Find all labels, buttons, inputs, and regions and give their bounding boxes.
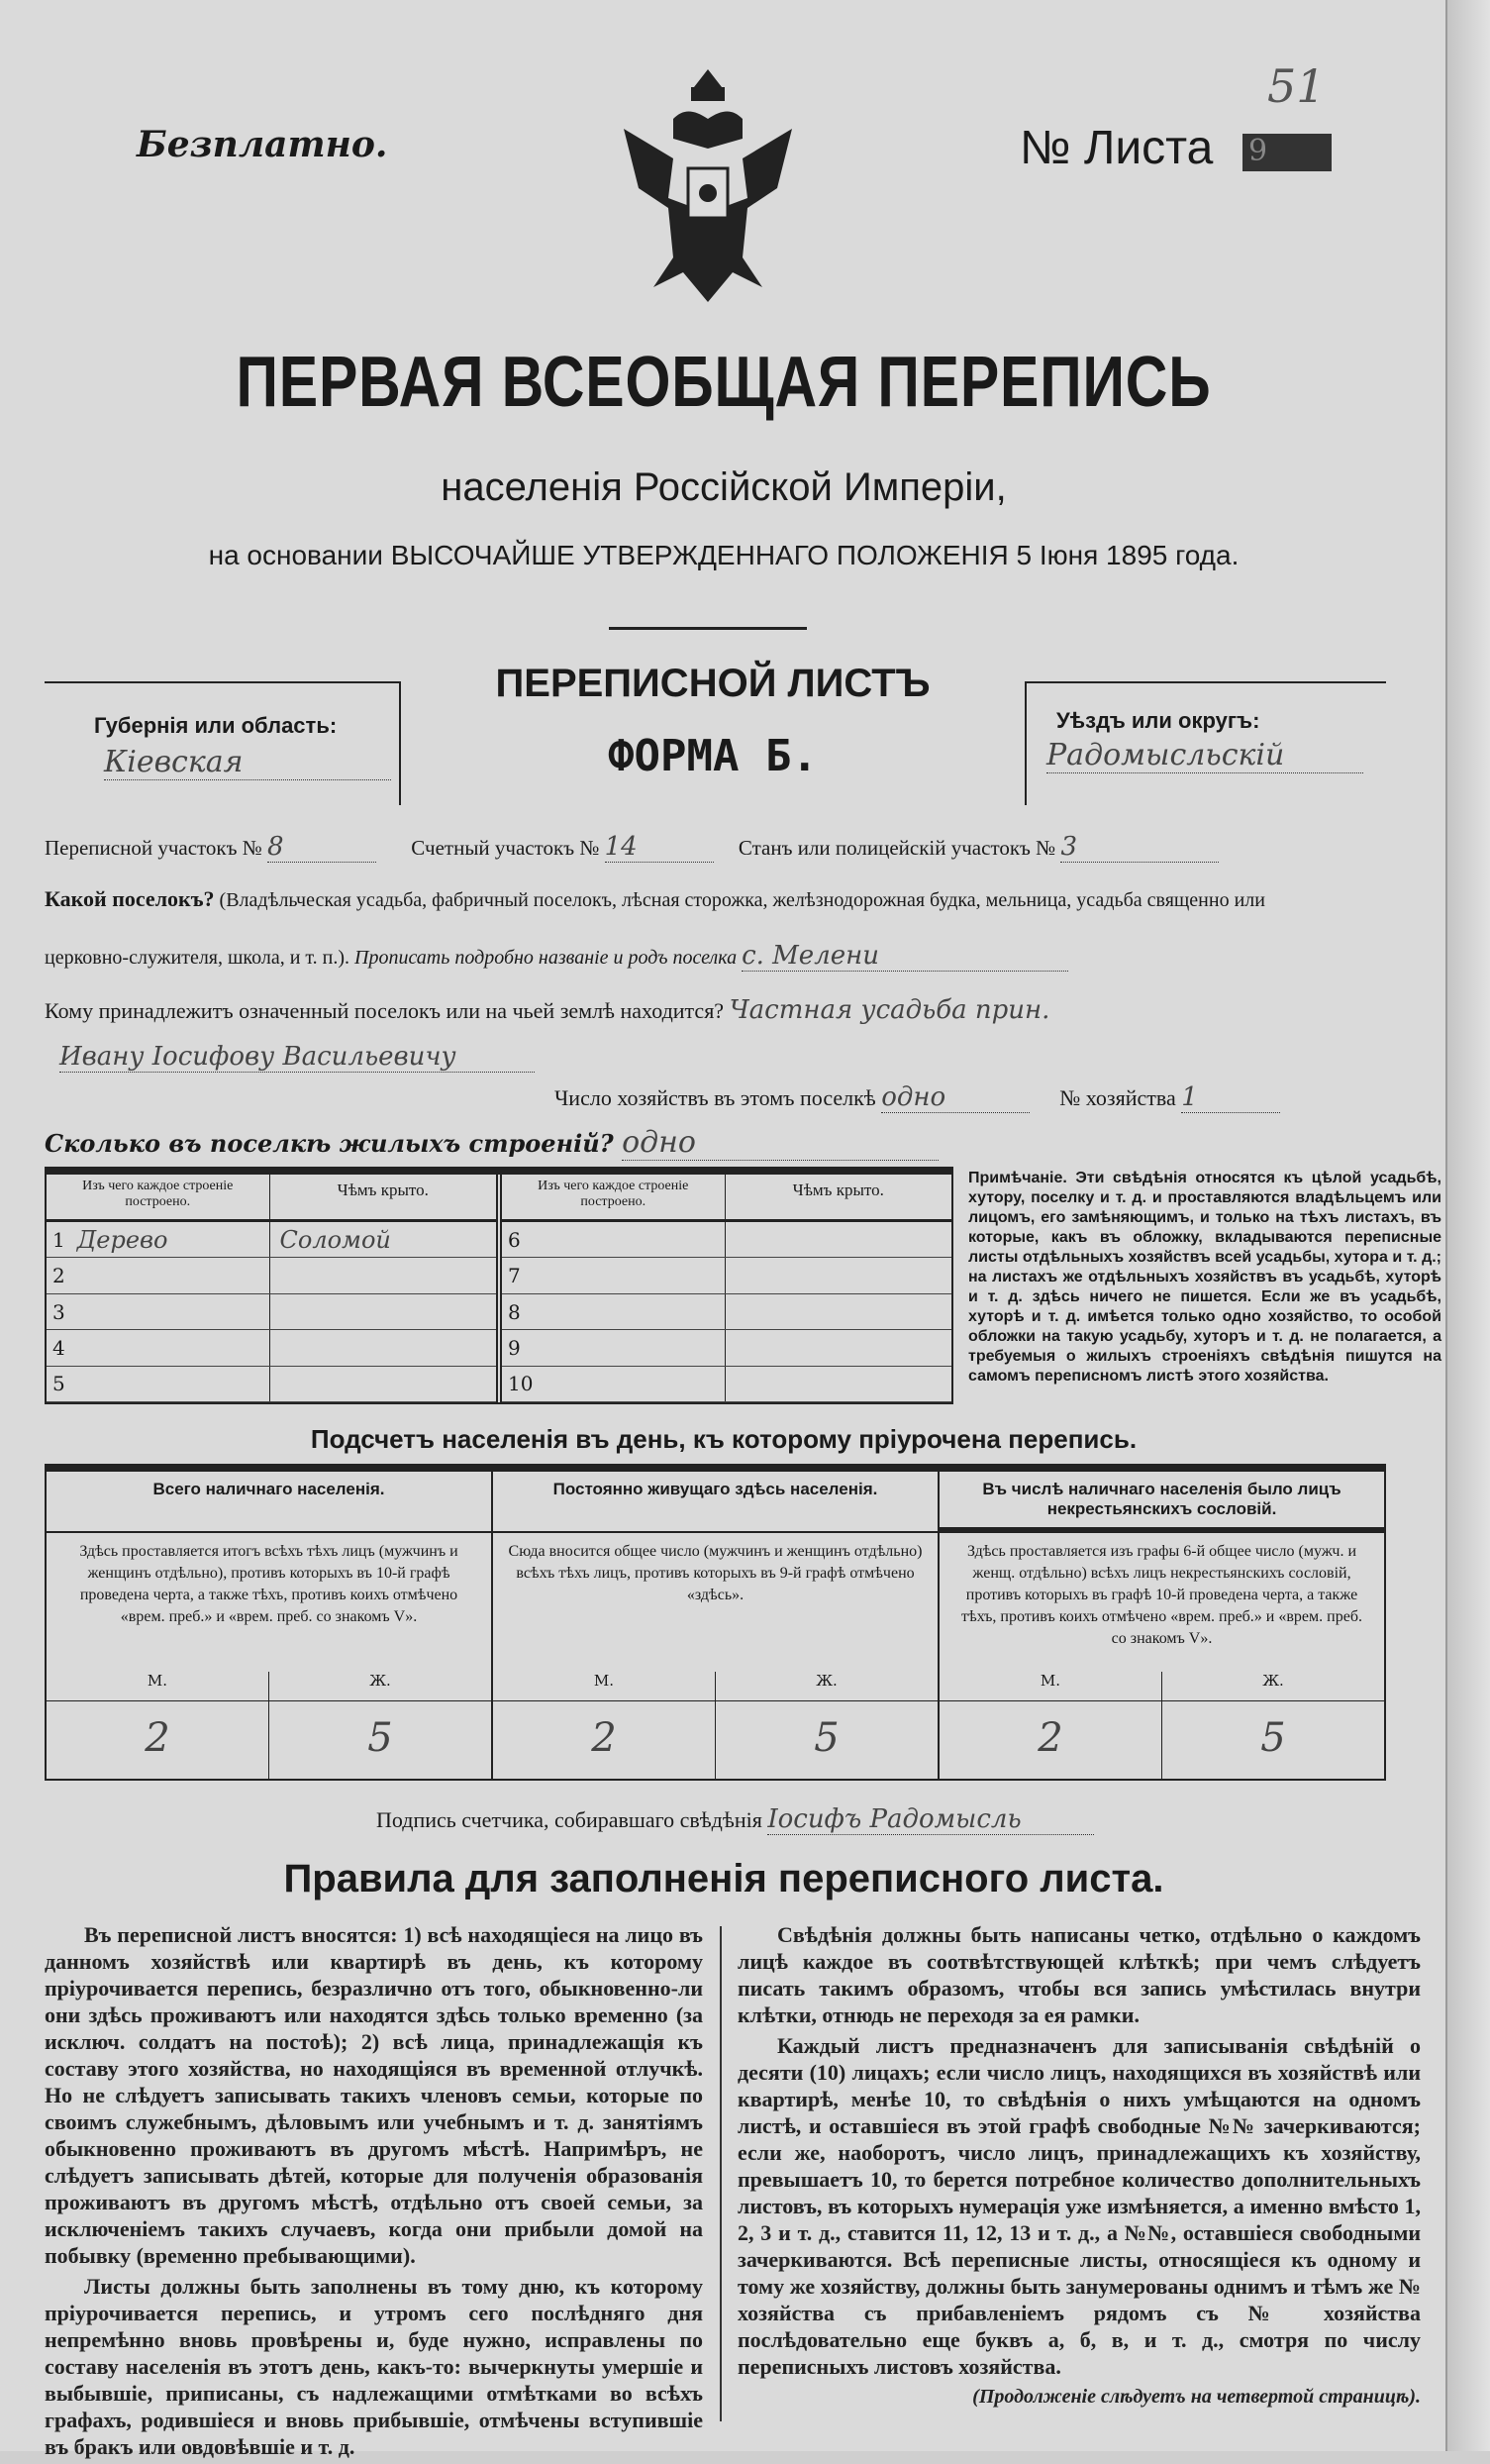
- roof-cell[interactable]: Соломой: [279, 1225, 391, 1254]
- roof-header: Чѣмъ крыто.: [337, 1181, 429, 1199]
- buildings-row: [502, 1222, 951, 1258]
- population-col-title: Всего наличнаго населенія.: [47, 1472, 491, 1533]
- signature-row: [376, 1804, 1094, 1835]
- sheet-number-value: 9: [1242, 134, 1332, 171]
- population-col-desc: Здѣсь проставляется итогъ всѣхъ тѣхъ лицъ (мужчинъ и женщинъ отдѣльно), противъ которыхъ въ 10-й графѣ проведена черта, а также тѣхъ, противъ коихъ отмѣчено «врем. преб.» и «врем. преб. со знакомъ V».: [79, 1543, 458, 1625]
- buildings-row: [45, 1125, 939, 1161]
- buildings-label: Сколько въ поселкѣ жилыхъ строеній?: [45, 1129, 614, 1158]
- buildings-header: [47, 1175, 496, 1222]
- signature-field[interactable]: Iосифъ Радомысль: [767, 1804, 1094, 1835]
- male-count[interactable]: 2: [940, 1701, 1162, 1779]
- material-header: Изъ чего каждое строеніе построено.: [502, 1175, 726, 1219]
- row-number: 9: [508, 1335, 521, 1360]
- population-table: [45, 1464, 1386, 1781]
- row-number: 2: [52, 1264, 65, 1288]
- population-column: [47, 1472, 491, 1779]
- divider: [609, 627, 807, 630]
- female-header: Ж.: [1262, 1672, 1284, 1690]
- buildings-row: [502, 1294, 951, 1330]
- legal-basis: на основании ВЫСОЧАЙШЕ УТВЕРЖДЕННАГО ПОЛОЖЕНІЯ 5 Іюня 1895 года.: [208, 540, 1240, 570]
- buildings-row: [502, 1330, 951, 1366]
- settlement-label: Какой поселокъ?: [45, 886, 215, 911]
- rules-paragraph: Свѣдѣнія должны быть написаны четко, отдѣльно о каждомъ лицѣ каждое въ соотвѣтствующей клѣткѣ; при чемъ слѣдуетъ писать такимъ образомъ, чтобы вся запись умѣстилась внутри клѣтки, отнюдь не переходя за ея рамки.: [738, 1922, 1421, 2027]
- owner-label: Кому принадлежитъ означенный поселокъ или на чьей землѣ находится?: [45, 998, 725, 1023]
- female-count[interactable]: 5: [814, 1715, 840, 1761]
- stan-label: Станъ или полицейскій участокъ №: [738, 836, 1056, 860]
- sex-header: [493, 1672, 938, 1701]
- male-count[interactable]: 2: [47, 1701, 269, 1779]
- settlement-field[interactable]: с. Мелени: [742, 941, 1068, 972]
- stan-field[interactable]: 3: [1060, 832, 1219, 863]
- male-header: М.: [940, 1672, 1162, 1700]
- imperial-eagle-emblem: [604, 59, 812, 317]
- row-number: 5: [52, 1372, 65, 1396]
- count-row: [940, 1701, 1384, 1779]
- female-header: Ж.: [816, 1672, 838, 1690]
- settlement-row: [45, 886, 1265, 912]
- count-district-field[interactable]: 14: [605, 832, 714, 863]
- buildings-row: [47, 1222, 496, 1258]
- settlement-row-2: [45, 941, 1068, 972]
- count-row: [47, 1701, 491, 1779]
- buildings-table-half: [496, 1175, 951, 1402]
- households-label: Число хозяйствъ въ этомъ поселкѣ: [554, 1085, 876, 1110]
- gubernia-label: Губернія или область:: [94, 713, 338, 738]
- buildings-row: [47, 1258, 496, 1293]
- row-number: 6: [508, 1227, 521, 1252]
- continued-note: (Продолженіе слѣдуетъ на четвертой страницѣ).: [972, 2386, 1421, 2408]
- gubernia-field[interactable]: Кіевская: [104, 745, 391, 780]
- owner-field-2[interactable]: Ивану Iосифову Васильевичу: [59, 1042, 535, 1073]
- page-edge: [1447, 0, 1490, 2451]
- male-header: М.: [47, 1672, 269, 1700]
- buildings-row: [502, 1258, 951, 1293]
- row-number: 8: [508, 1299, 521, 1324]
- rules-paragraph: Листы должны быть заполнены въ тому дню, къ которому пріурочивается перепись, и утромъ сего послѣдняго дня непремѣнно вновь провѣрены и, буде нужно, исправлены по составу населенія въ этотъ день, какъ-то: вычеркнуты умершіе и выбывшіе, приписаны, съ надлежащими отмѣтками во всѣхъ графахъ, родившіеся и вновь прибывшіе, отмѣчены вступившіе въ бракъ или овдовѣвшіе и т. д.: [45, 2274, 703, 2459]
- uezd-label: Уѣздъ или округъ:: [1056, 708, 1260, 733]
- household-no-field[interactable]: 1: [1181, 1082, 1280, 1113]
- female-count[interactable]: 5: [1260, 1715, 1286, 1761]
- population-heading: Подсчетъ населенія въ день, къ которому пріурочена перепись.: [310, 1424, 1138, 1454]
- uezd-box: [1025, 681, 1386, 805]
- owner-row: [45, 995, 1049, 1025]
- note-text: Примѣчаніе. Эти свѣдѣнія относятся къ цѣлой усадьбѣ, хутору, поселку и т. д. и проставляются владѣльцемъ или лицомъ, его замѣняющимъ, и только на тѣхъ листахъ, въ которые, какъ въ обложку, вкладываются переписные листы отдѣльныхъ хозяйствъ всей усадьбы, хутора и т. д.; на листахъ же отдѣльныхъ хозяйствъ въ усадьбѣ, хуторѣ и т. д. здѣсь ничего не пишется. Если же въ усадьбѣ, хуторѣ и т. д. имѣется только одно хозяйство, то особой обложки на такую усадьбу, хуторъ и т. д. не полагается, а требуемыя о жилыхъ строеніяхъ свѣдѣнія пишутся на самомъ переписномъ листѣ этого хозяйства.: [968, 1170, 1441, 1385]
- sex-header: [47, 1672, 491, 1701]
- settlement-hint: (Владѣльческая усадьба, фабричный поселокъ, лѣсная сторожка, желѣзнодорожная будка, мельница, усадьба священно или: [219, 889, 1265, 911]
- owner-field[interactable]: Частная усадьба прин.: [729, 995, 1050, 1025]
- free-label: Безплатно.: [137, 124, 388, 165]
- male-count[interactable]: 2: [493, 1701, 716, 1779]
- row-number: 10: [508, 1372, 534, 1396]
- material-cell[interactable]: Дерево: [76, 1225, 168, 1254]
- form-type: ФОРМА Б.: [608, 731, 818, 781]
- census-district-label: Переписной участокъ №: [45, 836, 262, 860]
- districts-row: [45, 832, 1431, 863]
- form-title: ПЕРЕПИСНОЙ ЛИСТЪ: [495, 662, 931, 705]
- male-header: М.: [493, 1672, 716, 1700]
- population-column: [491, 1472, 938, 1779]
- rules-paragraph: Въ переписной листъ вносятся: 1) всѣ находящіеся на лицо въ данномъ хозяйствѣ или квартирѣ въ день, къ которому пріурочивается перепись, безразлично отъ того, обыкновенно-ли они здѣсь проживаютъ или находятся здѣсь только временно (за исключ. солдатъ на постоѣ); 2) всѣ лица, принадлежащія къ составу этого хозяйства, но находящіяся въ временной отлучкѣ. Но не слѣдуетъ записывать такихъ членовъ семьи, которые по своимъ служебнымъ, дѣловымъ или учебнымъ и т. д. занятіямъ обыкновенно проживаютъ въ другомъ мѣстѣ. Напримѣръ, не слѣдуетъ записывать дѣтей, которые для полученія образованія проживаютъ въ другомъ мѣстѣ, отдѣльно отъ своей семьи, за исключеніемъ такихъ случаевъ, когда они прибыли домой на побывку (временно пребывающими).: [45, 1922, 703, 2268]
- buildings-row: [47, 1330, 496, 1366]
- settlement-instruction: Прописать подробно названіе и родъ поселка: [354, 947, 738, 969]
- households-field[interactable]: одно: [881, 1082, 1030, 1113]
- sex-header: [940, 1672, 1384, 1701]
- buildings-row: [47, 1294, 496, 1330]
- signature-label: Подпись счетчика, собиравшаго свѣдѣнія: [376, 1807, 762, 1832]
- corner-number: 51: [1267, 59, 1326, 113]
- population-col-title: Въ числѣ наличнаго населенія было лицъ некрестьянскихъ сословій.: [940, 1472, 1384, 1533]
- roof-header: Чѣмъ крыто.: [792, 1181, 884, 1199]
- gubernia-box: [45, 681, 401, 805]
- buildings-header: [502, 1175, 951, 1222]
- population-col-title: Постоянно живущаго здѣсь населенія.: [493, 1472, 938, 1533]
- population-col-desc: Сюда вносится общее число (мужчинъ и женщинъ отдѣльно) всѣхъ тѣхъ лицъ, противъ которыхъ въ 9-й графѣ отмѣчено «здѣсь».: [508, 1543, 923, 1603]
- main-title: ПЕРВАЯ ВСЕОБЩАЯ ПЕРЕПИСЬ: [236, 343, 1212, 422]
- households-row: [554, 1082, 1280, 1113]
- row-number: 1: [52, 1227, 65, 1252]
- buildings-table-half: [47, 1175, 496, 1402]
- row-number: 3: [52, 1299, 65, 1324]
- count-district-label: Счетный участокъ №: [411, 836, 600, 860]
- uezd-field[interactable]: Радомысльскій: [1046, 738, 1363, 773]
- settlement-hint-2: церковно-служителя, школа, и т. п.).: [45, 947, 349, 969]
- sheet-number-label: № Листа: [1020, 122, 1214, 174]
- material-header: Изъ чего каждое строеніе построено.: [47, 1175, 270, 1219]
- rules-right-column: [738, 1921, 1421, 2414]
- population-column: [938, 1472, 1384, 1779]
- census-district-field[interactable]: 8: [267, 832, 376, 863]
- rules-paragraph: Каждый листъ предназначенъ для записыванія свѣдѣній о десяти (10) лицахъ; если число лицъ, находящихся въ хозяйствѣ или квартирѣ, менѣе 10, то свѣдѣнія о нихъ умѣщаются на одномъ листѣ, и оставшіеся въ этой графѣ свободные №№ зачеркиваются; если же, наоборотъ, число лицъ, принадлежащихъ къ хозяйству, превышаетъ 10, то берется потребное количество дополнительныхъ листовъ, въ которыхъ нумерація уже измѣняется, а именно вмѣсто 1, 2, 3 и т. д., ставится 11, 12, 13 и т. д., а №№, оставшіеся свободными зачеркиваются. Всѣ переписные листы, относящіеся къ одному и тому же хозяйству, должны быть занумерованы однимъ и тѣмъ же № хозяйства съ прибавленіемъ рядомъ съ № хозяйства послѣдовательно еще буквъ а, б, в, и т. д., смотря по числу переписныхъ листовъ хозяйства.: [738, 2033, 1421, 2379]
- household-no-label: № хозяйства: [1059, 1085, 1176, 1110]
- subtitle: населенія Россійской Имперіи,: [441, 465, 1007, 509]
- count-row: [493, 1701, 938, 1779]
- buildings-row: [47, 1367, 496, 1402]
- column-divider: [720, 1926, 722, 2421]
- female-header: Ж.: [369, 1672, 391, 1690]
- population-col-desc: Здѣсь проставляется изъ графы 6-й общее число (мужч. и женщ. отдѣльно) всѣхъ лицъ некрестьянскихъ сословій, противъ которыхъ въ графѣ 10-й проведена черта, а также тѣхъ, противъ коихъ отмѣчено «врем. преб.» и «врем. преб. со знакомъ V».: [961, 1543, 1362, 1647]
- rules-title: Правила для заполненія переписного листа.: [283, 1857, 1164, 1900]
- female-count[interactable]: 5: [367, 1715, 393, 1761]
- buildings-table: [45, 1167, 953, 1404]
- row-number: 4: [52, 1335, 65, 1360]
- row-number: 7: [508, 1264, 521, 1288]
- buildings-field[interactable]: одно: [622, 1125, 939, 1161]
- rules-left-column: [45, 1921, 703, 2464]
- buildings-row: [502, 1367, 951, 1402]
